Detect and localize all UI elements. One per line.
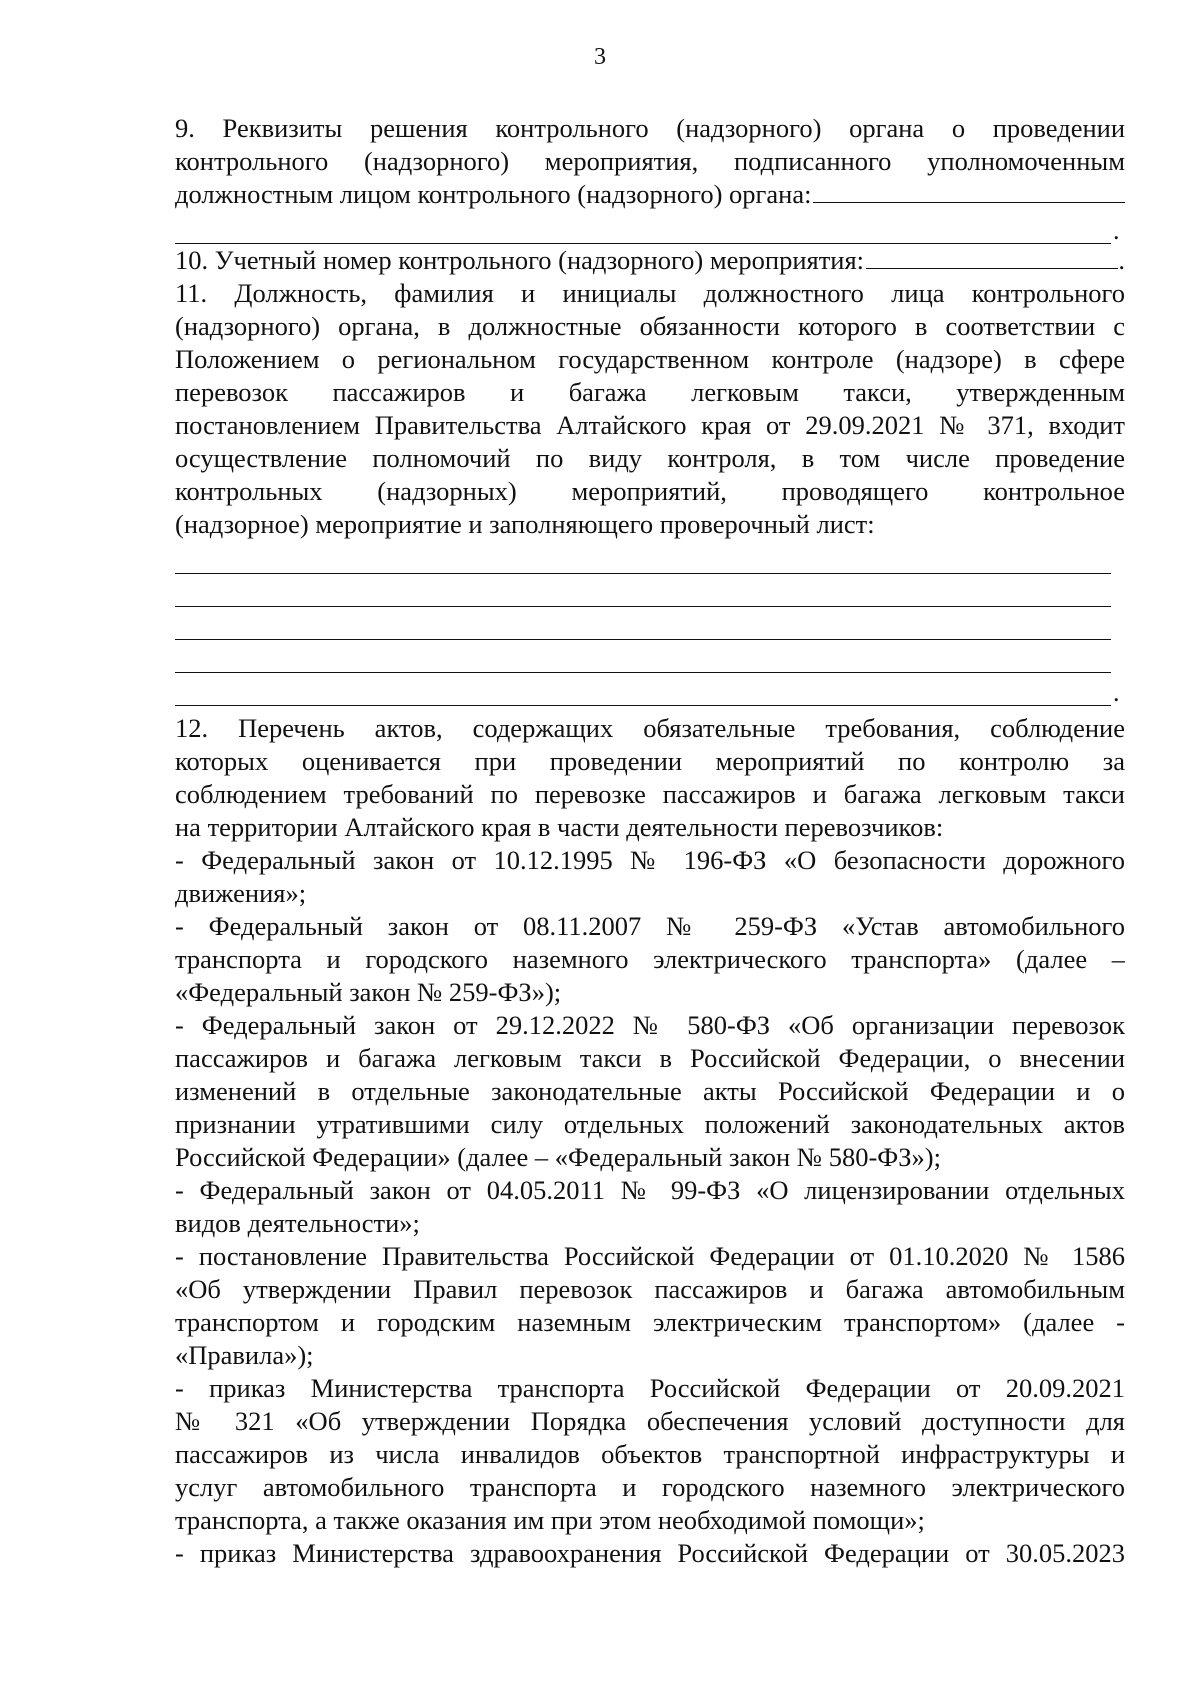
item-11-line-4: перевозок пассажиров и багажа легковым такси, утвержденным <box>175 377 1125 407</box>
page-number: 3 <box>594 44 606 70</box>
item-11-fill-line-5 <box>175 673 1125 706</box>
item-11-line-7: контрольных (надзорных) мероприятий, проводящего контрольное <box>175 476 1125 506</box>
line-end-period: . <box>1113 216 1120 245</box>
list-line-11: - Федеральный закон от 04.05.2011 № 99-ФЗ «О лицензировании отдельных <box>175 1175 1125 1205</box>
item-10-text: 10. Учетный номер контрольного (надзорного) мероприятия: <box>175 245 865 275</box>
item-12-line-3: соблюдением требований по перевозке пассажиров и багажа легковым такси <box>175 779 1125 809</box>
list-line-14: «Об утверждении Правил перевозок пассажиров и багажа автомобильным <box>175 1274 1125 1304</box>
list-line-16: «Правила»); <box>175 1340 314 1370</box>
fill-in-line <box>175 547 1111 574</box>
fill-in-line <box>175 646 1111 673</box>
list-line-10: Российской Федерации» (далее – «Федеральный закон № 580-ФЗ»); <box>175 1142 941 1172</box>
document-body <box>175 112 1125 1570</box>
item-10 <box>175 244 1125 277</box>
line-end-period: . <box>1113 678 1120 707</box>
item-11-fill-line-1 <box>175 541 1125 574</box>
fill-in-line <box>175 679 1111 706</box>
list-line-5: «Федеральный закон № 259-ФЗ»); <box>175 977 562 1007</box>
list-line-3: - Федеральный закон от 08.11.2007 № 259-ФЗ «Устав автомобильного <box>175 911 1125 941</box>
item-11-line-5: постановлением Правительства Алтайского края от 29.09.2021 № 371, входит <box>175 410 1125 440</box>
item-12-line-4: на территории Алтайского края в части деятельности перевозчиков: <box>175 812 944 842</box>
item-11-fill-line-2 <box>175 574 1125 607</box>
item-12-line-1: 12. Перечень актов, содержащих обязательные требования, соблюдение <box>175 713 1125 743</box>
fill-in-line <box>175 217 1111 244</box>
list-line-4: транспорта и городского наземного электрического транспорта» (далее – <box>175 944 1125 974</box>
item-12-line-2: которых оценивается при проведении мероприятий по контролю за <box>175 746 1125 776</box>
item-11-line-2: (надзорного) органа, в должностные обязанности которого в соответствии с <box>175 311 1125 341</box>
item-9-line-3-text: должностным лицом контрольного (надзорного) органа: <box>175 179 812 209</box>
item-10-fill-in-blank <box>866 246 1118 269</box>
list-line-12: видов деятельности»; <box>175 1208 420 1238</box>
list-line-6: - Федеральный закон от 29.12.2022 № 580-ФЗ «Об организации перевозок <box>175 1010 1125 1040</box>
list-line-17: - приказ Министерства транспорта Российской Федерации от 20.09.2021 <box>175 1373 1125 1403</box>
item-9-fill-line <box>175 211 1125 244</box>
item-11-line-6: осуществление полномочий по виду контроля, в том числе проведение <box>175 443 1125 473</box>
fill-in-line <box>175 580 1111 607</box>
list-line-22: - приказ Министерства здравоохранения Российской Федерации от 30.05.2023 <box>175 1538 1125 1568</box>
list-line-20: услуг автомобильного транспорта и городского наземного электрического <box>175 1472 1125 1502</box>
list-line-13: - постановление Правительства Российской Федерации от 01.10.2020 № 1586 <box>175 1241 1125 1271</box>
item-9-fill-in-blank <box>813 180 1125 203</box>
item-10-period: . <box>1118 245 1125 275</box>
list-line-9: признании утратившими силу отдельных положений законодательных актов <box>175 1109 1125 1139</box>
list-line-19: пассажиров из числа инвалидов объектов транспортной инфраструктуры и <box>175 1439 1125 1469</box>
list-line-2: движения»; <box>175 878 307 908</box>
item-11-line-1: 11. Должность, фамилия и инициалы должностного лица контрольного <box>175 278 1125 308</box>
item-11-fill-line-4 <box>175 640 1125 673</box>
list-line-8: изменений в отдельные законодательные акты Российской Федерации и о <box>175 1076 1125 1106</box>
item-9-line-3 <box>175 178 1125 211</box>
item-11-line-3: Положением о региональном государственном контроле (надзоре) в сфере <box>175 344 1125 374</box>
item-9-line-2: контрольного (надзорного) мероприятия, подписанного уполномоченным <box>175 146 1125 176</box>
list-line-15: транспортом и городским наземным электрическим транспортом» (далее - <box>175 1307 1125 1337</box>
list-line-21: транспорта, а также оказания им при этом необходимой помощи»; <box>175 1505 925 1535</box>
list-line-18: № 321 «Об утверждении Порядка обеспечения условий доступности для <box>175 1406 1125 1436</box>
item-9-line-1: 9. Реквизиты решения контрольного (надзорного) органа о проведении <box>175 113 1125 143</box>
list-line-7: пассажиров и багажа легковым такси в Российской Федерации, о внесении <box>175 1043 1125 1073</box>
fill-in-line <box>175 613 1111 640</box>
list-line-1: - Федеральный закон от 10.12.1995 № 196-ФЗ «О безопасности дорожного <box>175 845 1125 875</box>
item-11-line-8: (надзорное) мероприятие и заполняющего проверочный лист: <box>175 509 875 539</box>
item-11-fill-line-3 <box>175 607 1125 640</box>
